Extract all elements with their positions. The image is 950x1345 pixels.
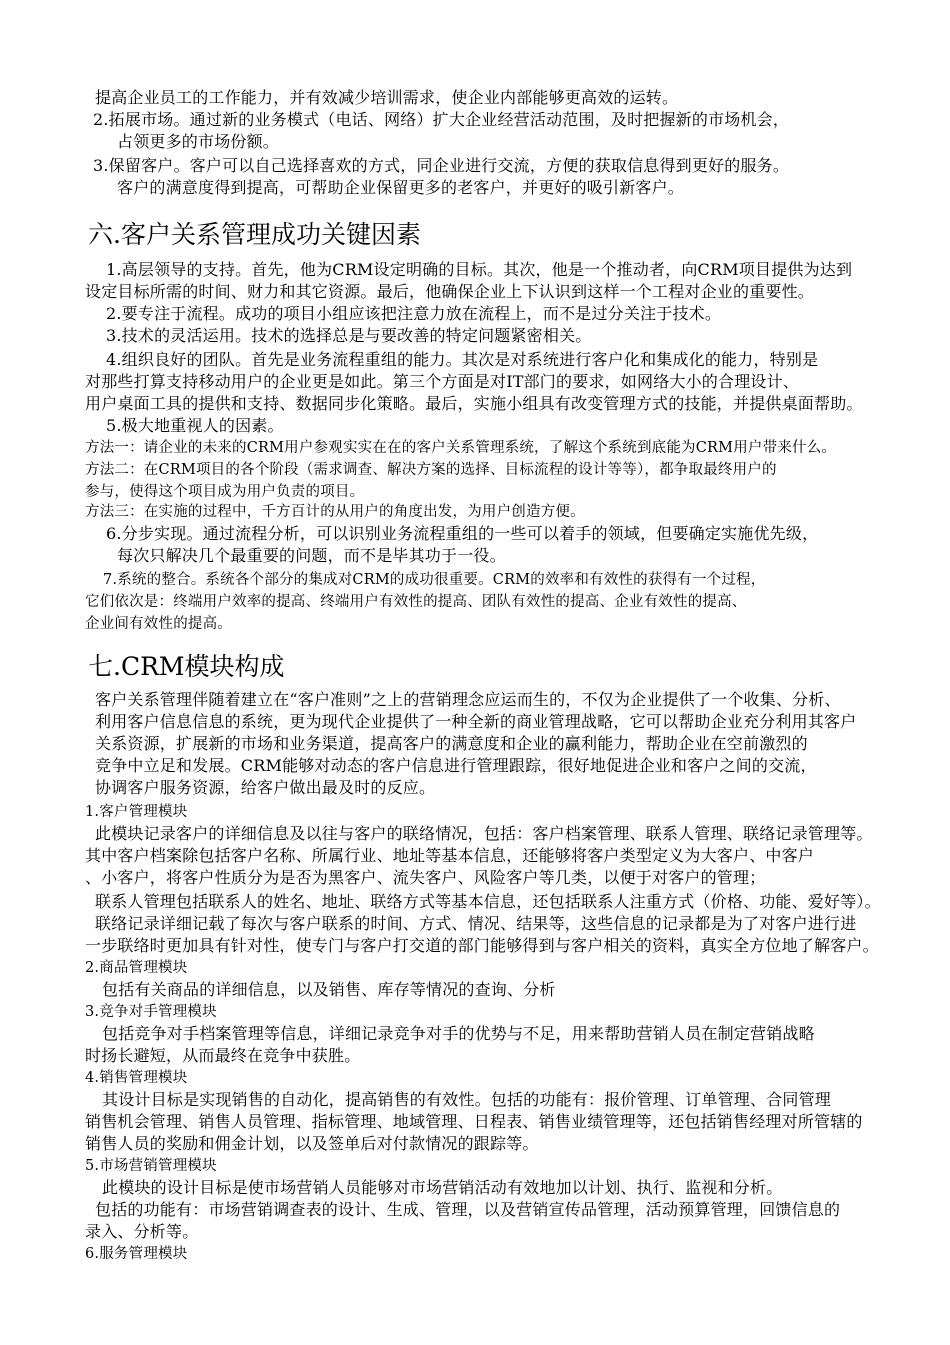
body-line: 、小客户，将客户性质分为是否为黑客户、流失客户、风险客户等几类，以便于对客户的管理；: [85, 868, 766, 887]
body-line: 7.系统的整合。系统各个部分的集成对CRM的成功很重要。CRM的效率和有效性的获得有一个过程，: [103, 572, 766, 588]
body-line: 其中客户档案除包括客户名称、所属行业、地址等基本信息，还能够将客户类型定义为大客户、中客户: [85, 846, 815, 865]
body-line: 1.高层领导的支持。首先，他为CRM设定明确的目标。其次，他是一个推动者，向CRM项目提供为达到: [106, 260, 853, 279]
body-line: 利用客户信息信息的系统，更为现代企业提供了一种全新的商业管理战略，它可以帮助企业充分利用其客户: [95, 712, 857, 731]
intro-line: 提高企业员工的工作能力，并有效减少培训需求，使企业内部能够更高效的运转。: [95, 88, 679, 107]
body-line: 它们依次是：终端用户效率的提高、终端用户有效性的提高、团队有效性的提高、企业有效性的提高、: [85, 594, 747, 610]
body-line: 关系资源，扩展新的市场和业务渠道，提高客户的满意度和企业的赢利能力，帮助企业在空前激烈的: [95, 734, 808, 753]
body-line: 参与，使得这个项目成为用户负责的项目。: [85, 484, 365, 500]
section-heading-6: 六.客户关系管理成功关键因素: [88, 220, 421, 249]
body-line: 录入、分析等。: [85, 1222, 199, 1241]
body-line: 包括有关商品的详细信息，以及销售、库存等情况的查询、分析: [102, 980, 556, 999]
section-heading-7: 七.CRM模块构成: [88, 652, 285, 681]
body-line: 对那些打算支持移动用户的企业更是如此。第三个方面是对IT部门的要求，如网络大小的合理设计、: [85, 372, 799, 391]
body-line: 用户桌面工具的提供和支持、数据同步化策略。最后，实施小组具有改变管理方式的技能，并提供桌面帮助。: [85, 394, 863, 413]
body-line: 4.组织良好的团队。首先是业务流程重组的能力。其次是对系统进行客户化和集成化的能力，特别是: [106, 350, 819, 369]
body-line: 联络记录详细记载了每次与客户联系的时间、方式、情况、结果等，这些信息的记录都是为了对客户进行进: [95, 914, 857, 933]
module-heading: 2.商品管理模块: [85, 960, 188, 976]
body-line: 此模块的设计目标是使市场营销人员能够对市场营销活动有效地加以计划、执行、监视和分析。: [102, 1178, 783, 1197]
module-heading: 6.服务管理模块: [85, 1246, 188, 1262]
body-line: 每次只解决几个最重要的问题，而不是毕其功于一役。: [117, 546, 506, 565]
body-line: 5.极大地重视人的因素。: [106, 416, 284, 435]
body-line: 销售机会管理、销售人员管理、指标管理、地域管理、日程表、销售业绩管理等，还包括销售经理对所管辖的: [85, 1112, 863, 1131]
body-line: 联系人管理包括联系人的姓名、地址、联络方式等基本信息，还包括联系人注重方式（价格、功能、爱好等）。: [95, 892, 881, 911]
intro-line: 3.保留客户。客户可以自己选择喜欢的方式，同企业进行交流，方便的获取信息得到更好的服务。: [93, 156, 790, 175]
body-line: 协调客户服务资源，给客户做出最及时的反应。: [95, 778, 436, 797]
body-line: 一步联络时更加具有针对性，使专门与客户打交道的部门能够得到与客户相关的资料，真实全方位地了解客户。: [85, 936, 879, 955]
body-line: 包括的功能有：市场营销调查表的设计、生成、管理，以及营销宣传品管理，活动预算管理，回馈信息的: [95, 1200, 841, 1219]
body-line: 方法三：在实施的过程中，千方百计的从用户的角度出发，为用户创造方便。: [85, 504, 585, 520]
body-line: 2.要专注于流程。成功的项目小组应该把注意力放在流程上，而不是过分关注于技术。: [106, 304, 722, 323]
body-line: 包括竞争对手档案管理等信息，详细记录竞争对手的优势与不足，用来帮助营销人员在制定营销战略: [102, 1024, 815, 1043]
intro-line: 占领更多的市场份额。: [117, 132, 280, 151]
body-line: 其设计目标是实现销售的自动化，提高销售的有效性。包括的功能有：报价管理、订单管理、合同管理: [102, 1090, 832, 1109]
intro-line: 客户的满意度得到提高，可帮助企业保留更多的老客户，并更好的吸引新客户。: [117, 178, 685, 197]
body-line: 时扬长避短，从而最终在竞争中获胜。: [85, 1046, 361, 1065]
body-line: 3.技术的灵活运用。技术的选择总是与要改善的特定问题紧密相关。: [106, 326, 592, 345]
body-line: 客户关系管理伴随着建立在“客户准则”之上的营销理念应运而生的，不仅为企业提供了一个收集、分析、: [95, 690, 841, 709]
body-line: 此模块记录客户的详细信息及以往与客户的联络情况，包括：客户档案管理、联系人管理、联络记录管理等。: [95, 824, 873, 843]
module-heading: 4.销售管理模块: [85, 1070, 188, 1086]
module-heading: 5.市场营销管理模块: [85, 1158, 217, 1174]
body-line: 方法二：在CRM项目的各个阶段（需求调查、解决方案的选择、目标流程的设计等等），都争取最终用户的: [85, 462, 777, 478]
module-heading: 1.客户管理模块: [85, 804, 188, 820]
body-line: 销售人员的奖励和佣金计划，以及签单后对付款情况的跟踪等。: [85, 1134, 539, 1153]
body-line: 企业间有效性的提高。: [85, 616, 232, 632]
body-line: 竞争中立足和发展。CRM能够对动态的客户信息进行管理跟踪，很好地促进企业和客户之间的交流，: [95, 756, 817, 775]
module-heading: 3.竞争对手管理模块: [85, 1004, 217, 1020]
body-line: 6.分步实现。通过流程分析，可以识别业务流程重组的一些可以着手的领域，但要确定实施优先级，: [106, 524, 819, 543]
body-line: 方法一：请企业的未来的CRM用户参观实实在在的客户关系管理系统，了解这个系统到底能为CRM用户带来什么。: [85, 440, 837, 456]
body-line: 设定目标所需的时间、财力和其它资源。最后，他确保企业上下认识到这样一个工程对企业的重要性。: [85, 282, 815, 301]
intro-line: 2.拓展市场。通过新的业务模式（电话、网络）扩大企业经营活动范围，及时把握新的市场机会，: [93, 110, 790, 129]
